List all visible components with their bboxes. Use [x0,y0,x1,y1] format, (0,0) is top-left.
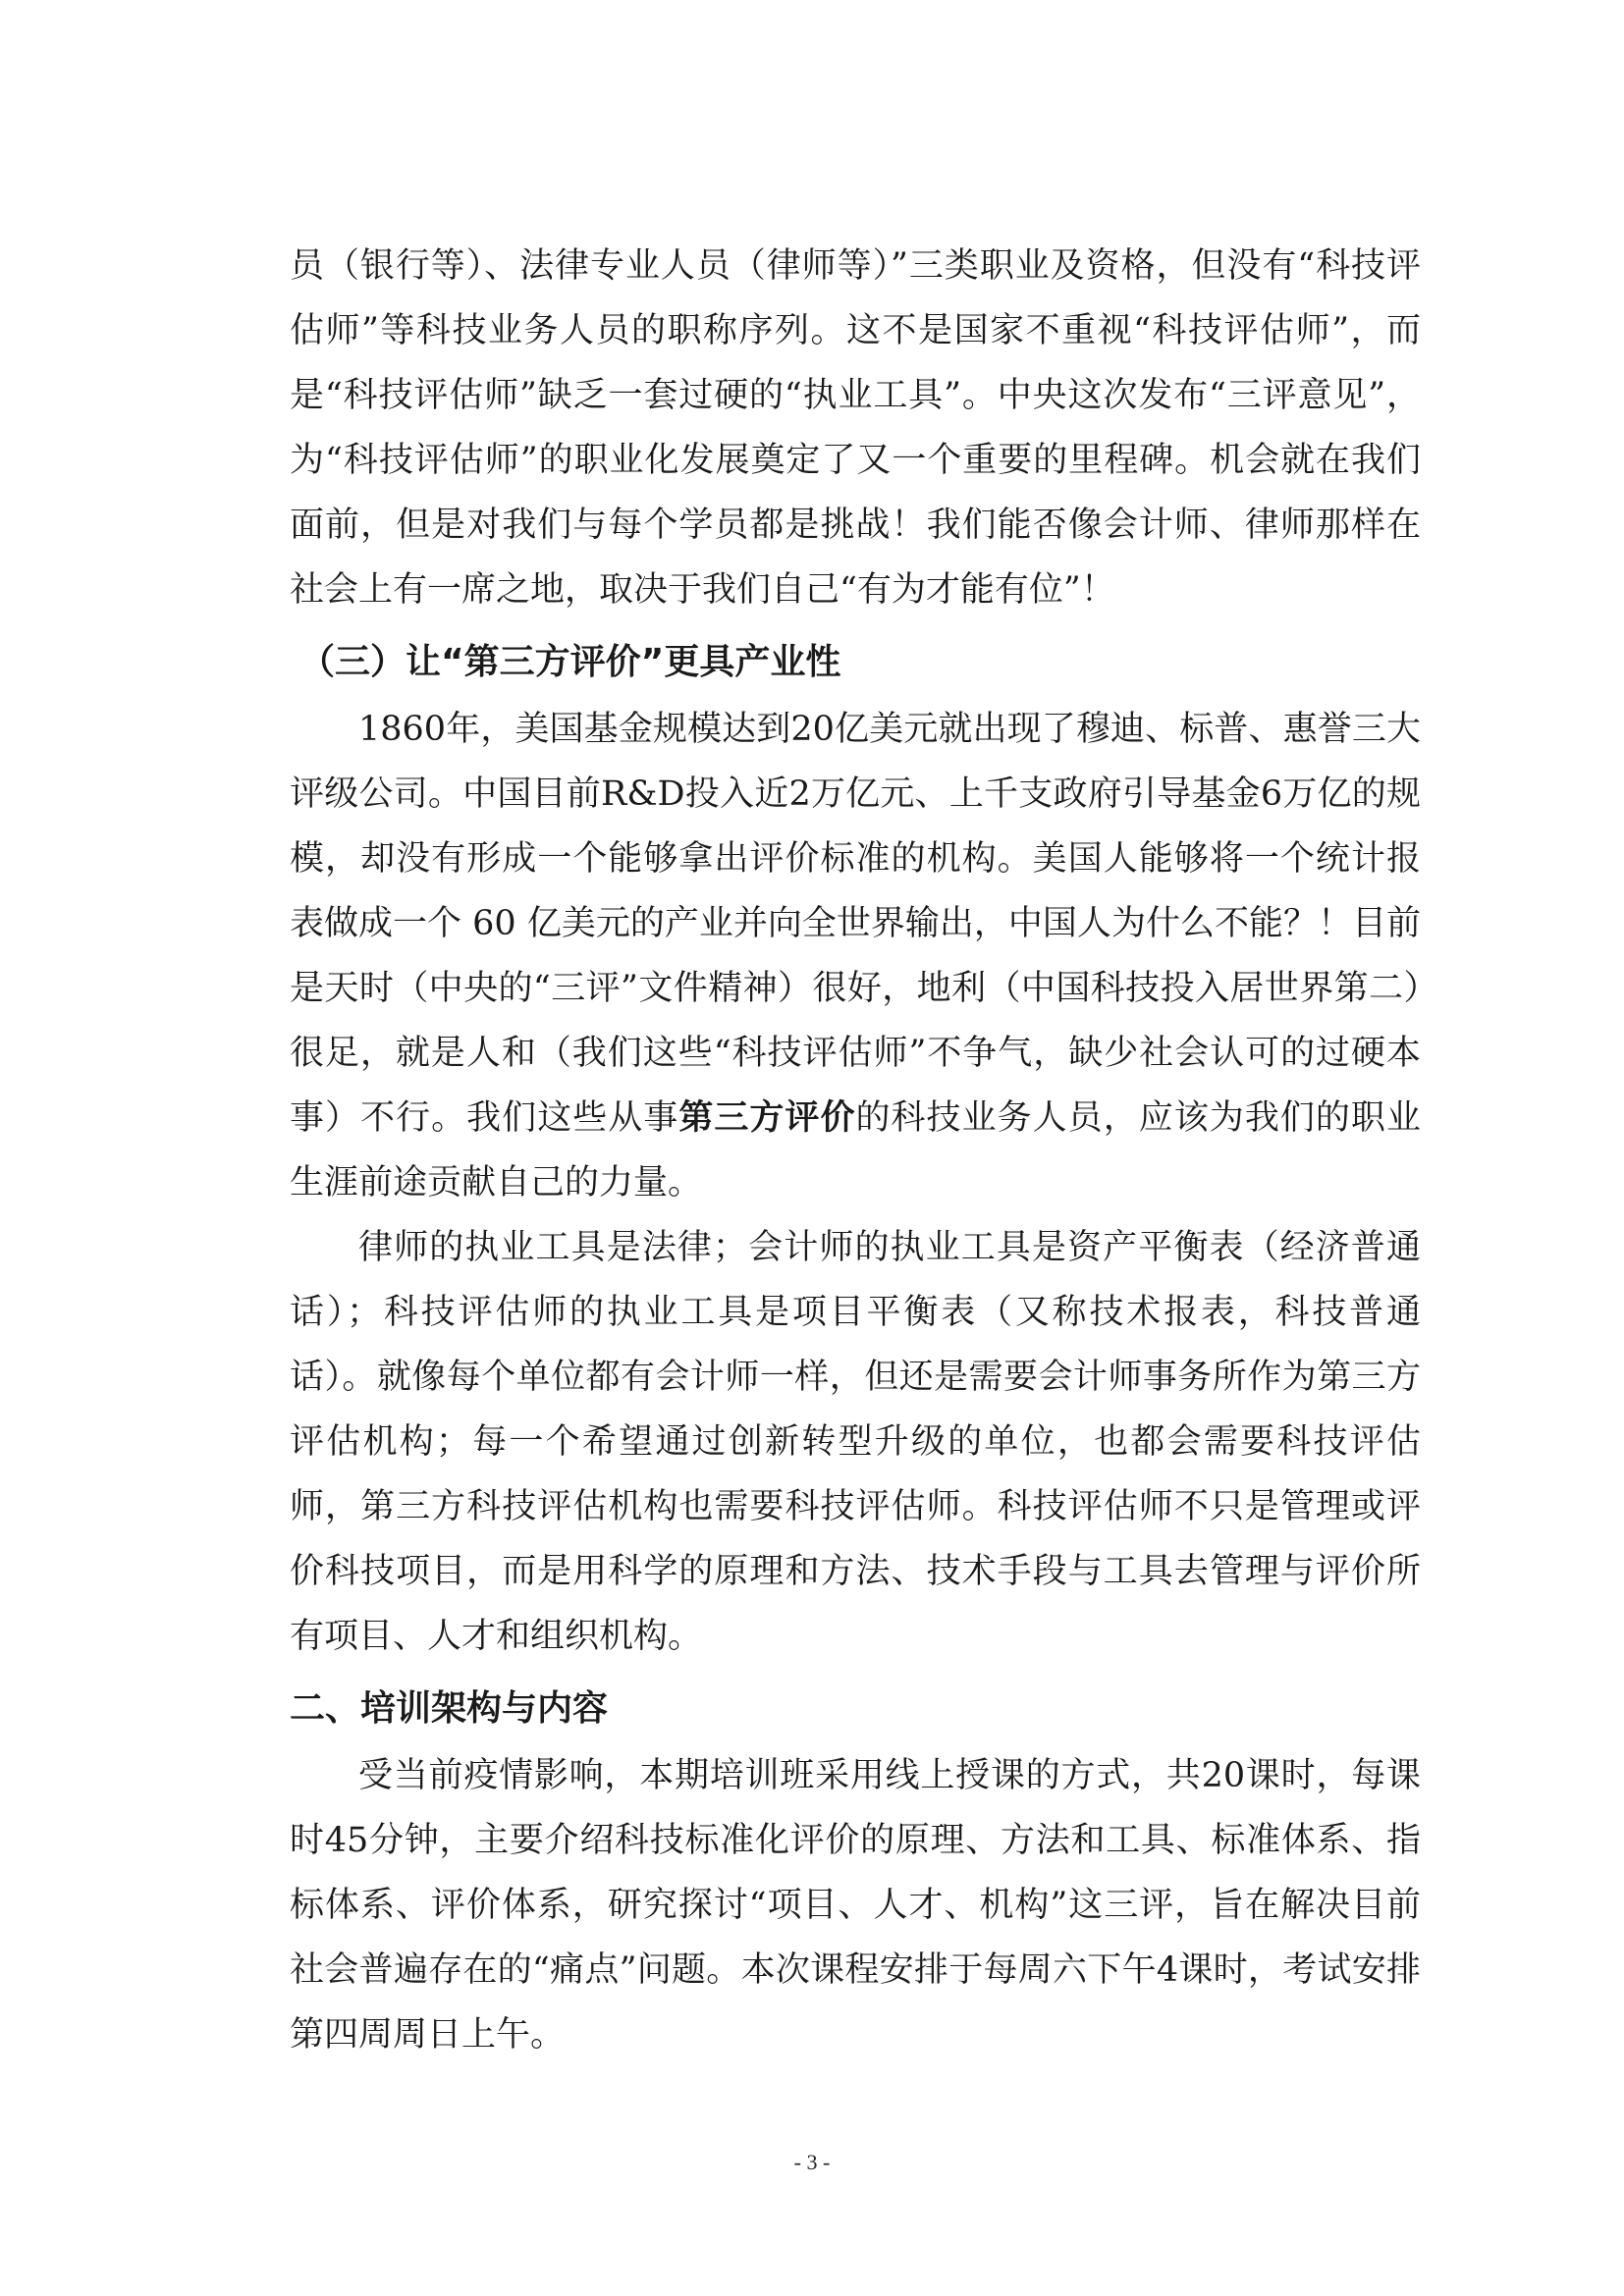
paragraph-training-arrangement: 受当前疫情影响，本期培训班采用线上授课的方式，共20课时，每课时45分钟，主要介绍科技标准化评价的原理、方法和工具、标准体系、指标体系、评价体系，研究探讨“项目、人才、机构”这三评，旨在解决目前社会普遍存在的“痛点”问题。本次课程安排于每周六下午4课时，考试安排第四周周日上午。 [290,1756,1421,2055]
paragraph-text: 的科技业务人员，应该为我们的职业生涯前途贡献自己的力量。 [290,1098,1421,1202]
paragraph-continued: 员（银行等）、法律专业人员（律师等）”三类职业及资格，但没有“科技评估师”等科技业务人员的职称序列。这不是国家不重视“科技评估师”，而是“科技评估师”缺乏一套过硬的“执业工具”。中央这次发布“三评意见”，为“科技评估师”的职业化发展奠定了又一个重要的里程碑。机会就在我们面前，但是对我们与每个学员都是挑战！我们能否像会计师、律师那样在社会上有一席之地，取决于我们自己“有为才能有位”！ [290,246,1421,610]
emphasized-text: 第三方评价 [678,1098,856,1138]
document-body [290,234,1421,2067]
page-number: - 3 - [793,2150,831,2174]
section-heading-training-structure: 二、培训架构与内容 [290,1688,609,1729]
paragraph-practice-tools: 律师的执业工具是法律；会计师的执业工具是资产平衡表（经济普通话）；科技评估师的执业工具是项目平衡表（又称技术报表，科技普通话）。就像每个单位都有会计师一样，但还是需要会计师事务所作为第三方评估机构；每一个希望通过创新转型升级的单位，也都会需要科技评估师，第三方科技评估机构也需要科技评估师。科技评估师不只是管理或评价科技项目，而是用科学的原理和方法、技术手段与工具去管理与评价所有项目、人才和组织机构。 [290,1228,1421,1656]
section-heading-third-party-evaluation: （三）让“第三方评价”更具产业性 [299,642,841,682]
paragraph-text: 1860年，美国基金规模达到20亿美元就出现了穆迪、标普、惠誉三大评级公司。中国目前R&D投入近2万亿元、上千支政府引导基金6万亿的规模，却没有形成一个能够拿出评价标准的机构。美国人能够将一个统计报表做成一个 60 亿美元的产业并向全世界输出，中国人为什么不能？！目前是天时（中央的“三评”文件精神）很好，地利（中国科技投入居世界第二）很足，就是人和（我们这些“科技评估师”不争气，缺少社会认可的过硬本事）不行。我们这些从事 [290,710,1421,1138]
paragraph-industry [290,697,1421,1215]
